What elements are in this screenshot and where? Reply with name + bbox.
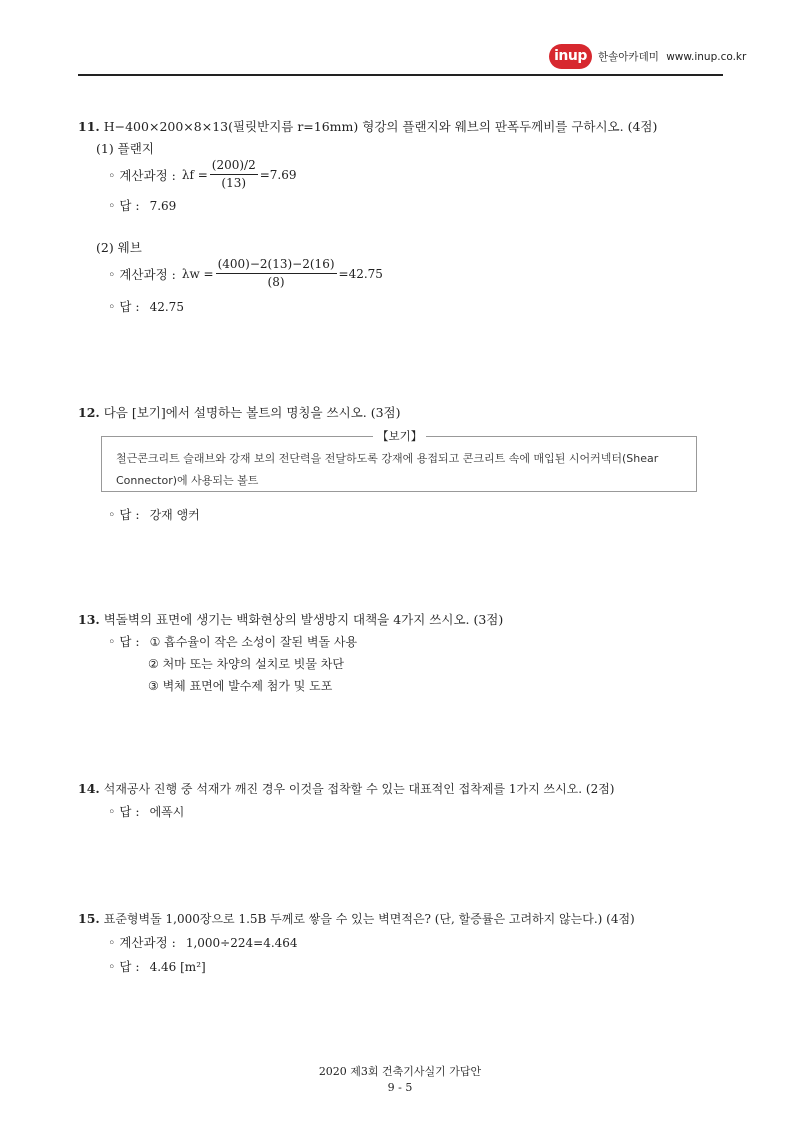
question-11 xyxy=(78,117,657,135)
answer-label: ◦ 답 : xyxy=(108,198,140,213)
answer-value: 42.75 xyxy=(149,300,184,314)
question-text: 다음 [보기]에서 설명하는 볼트의 명칭을 쓰시오. (3점) xyxy=(103,405,401,420)
website-link[interactable]: www.inup.co.kr xyxy=(666,51,747,63)
calc-result: =42.75 xyxy=(338,266,383,281)
question-text: H−400×200×8×13(필릿반지름 r=16mm) 형강의 플랜지와 웨브의 판폭두께비를 구하시오. (4점) xyxy=(103,119,658,134)
answer-label: ◦ 답 : xyxy=(108,634,140,649)
footer-title: 2020 제3회 건축기사실기 가답안 xyxy=(318,1065,482,1078)
fraction xyxy=(210,158,258,191)
question-number: 13. xyxy=(78,612,100,627)
answer-label: ◦ 답 : xyxy=(108,959,140,974)
q15-calc xyxy=(108,933,298,951)
q11-part2-answer xyxy=(108,297,184,315)
brand xyxy=(598,49,746,64)
lambda-symbol: λw = xyxy=(181,266,214,281)
answer-item: ③ 벽체 표면에 발수제 첨가 및 도포 xyxy=(148,679,333,693)
q14-answer xyxy=(108,802,184,820)
question-12 xyxy=(78,403,401,421)
question-13 xyxy=(78,610,503,628)
q11-part2-label: (2) 웨브 xyxy=(96,240,142,255)
q11-part1-label: (1) 플랜지 xyxy=(96,141,154,156)
question-text: 석재공사 진행 중 석재가 깨진 경우 이것을 접착할 수 있는 대표적인 접착제를 1가지 쓰시오. (2점) xyxy=(103,782,615,796)
calc-label: ◦ 계산과정 : xyxy=(108,935,176,950)
answer-value: 에폭시 xyxy=(149,805,185,819)
inup-logo: inup xyxy=(549,44,592,69)
lambda-symbol: λf = xyxy=(181,167,208,182)
answer-label: ◦ 답 : xyxy=(108,804,140,819)
q12-answer xyxy=(108,505,200,523)
example-box-text: 철근콘크리트 슬래브와 강재 보의 전단력을 전달하도록 강재에 용접되고 콘크리트 속에 매입된 시어커넥터(Shear Connector)에 사용되는 볼트 xyxy=(116,452,659,487)
answer-label: ◦ 답 : xyxy=(108,507,140,522)
answer-value: 강재 앵커 xyxy=(149,508,200,522)
page-number: 9 - 5 xyxy=(387,1081,413,1094)
calc-label: ◦ 계산과정 : xyxy=(108,167,176,183)
q13-answer xyxy=(108,632,357,650)
answer-label: ◦ 답 : xyxy=(108,299,140,314)
fraction-numerator: (200)/2 xyxy=(210,158,258,175)
question-15 xyxy=(78,910,635,927)
question-number: 15. xyxy=(78,911,100,926)
question-text: 벽돌벽의 표면에 생기는 백화현상의 발생방지 대책을 4가지 쓰시오. (3점) xyxy=(103,612,504,627)
calc-expression: 1,000÷224=4.464 xyxy=(185,936,298,950)
q11-part1-calc xyxy=(108,158,297,191)
answer-value: 7.69 xyxy=(149,199,177,213)
answer-item: ① 흡수율이 작은 소성이 잘된 벽돌 사용 xyxy=(149,635,358,649)
header-divider xyxy=(78,74,723,76)
fraction xyxy=(216,257,337,290)
answer-item: ② 처마 또는 차양의 설치로 빗물 차단 xyxy=(148,657,344,671)
question-14 xyxy=(78,780,615,797)
fraction-numerator: (400)−2(13)−2(16) xyxy=(216,257,337,274)
question-text: 표준형벽돌 1,000장으로 1.5B 두께로 쌓을 수 있는 벽면적은? (단, 할증률은 고려하지 않는다.) (4점) xyxy=(103,912,635,926)
question-number: 12. xyxy=(78,405,100,420)
q11-part2-calc xyxy=(108,257,383,290)
answer-value: 4.46 [m²] xyxy=(149,960,206,974)
example-box-title: 【보기】 xyxy=(373,428,426,444)
brand-name: 한솔아카데미 xyxy=(598,51,659,63)
q15-answer xyxy=(108,957,206,975)
q11-part1-answer xyxy=(108,196,176,214)
question-number: 14. xyxy=(78,781,100,796)
fraction-denominator: (13) xyxy=(221,176,247,190)
calc-result: =7.69 xyxy=(259,167,297,182)
fraction-denominator: (8) xyxy=(267,275,285,289)
question-number: 11. xyxy=(78,119,100,134)
calc-label: ◦ 계산과정 : xyxy=(108,266,176,282)
